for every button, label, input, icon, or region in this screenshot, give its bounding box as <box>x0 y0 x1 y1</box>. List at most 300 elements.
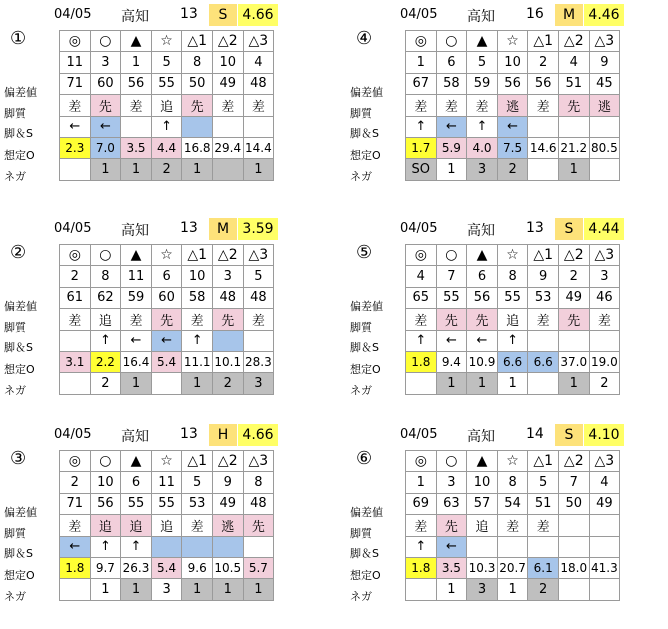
pace-arrow-cell <box>528 536 559 557</box>
deviation-cell: 55 <box>497 287 528 308</box>
mark-cell: △3 <box>243 31 274 52</box>
running-style-cell: 差 <box>182 309 213 330</box>
pace-arrow-cell <box>589 536 620 557</box>
negative-cell: 1 <box>243 159 274 180</box>
pace-arrow-cell: ← <box>436 330 467 351</box>
deviation-cell: 59 <box>121 287 152 308</box>
running-style-cell: 差 <box>528 309 559 330</box>
horse-number-cell: 6 <box>436 52 467 73</box>
race-panel <box>348 216 666 421</box>
table-row <box>60 159 274 180</box>
mark-cell: ○ <box>436 451 467 472</box>
expected-odds-cell: 29.4 <box>212 137 243 158</box>
race-type-badge: S <box>555 218 583 240</box>
negative-cell: 2 <box>589 373 620 394</box>
running-style-cell: 逃 <box>212 515 243 536</box>
negative-cell: 1 <box>436 159 467 180</box>
race-number: ① <box>10 28 27 49</box>
mark-cell: ▲ <box>121 245 152 266</box>
negative-cell: 1 <box>243 579 274 600</box>
row-label: ネガ <box>4 590 26 603</box>
table-row <box>60 95 274 116</box>
running-style-cell: 先 <box>243 515 274 536</box>
row-label: 脚質 <box>350 107 372 120</box>
runner-count: 13 <box>180 220 198 236</box>
race-score-badge: 4.10 <box>584 424 624 446</box>
table-row <box>406 137 620 158</box>
deviation-cell: 60 <box>151 287 182 308</box>
running-style-cell: 先 <box>436 515 467 536</box>
deviation-cell: 49 <box>558 287 589 308</box>
mark-cell: ◎ <box>60 451 91 472</box>
negative-cell: 3 <box>467 159 498 180</box>
row-label: 脚＆S <box>350 547 379 560</box>
expected-odds-cell: 9.4 <box>436 351 467 372</box>
race-panel <box>348 422 666 627</box>
pace-arrow-cell <box>589 116 620 137</box>
horse-number-cell: 5 <box>182 472 213 493</box>
expected-odds-cell: 14.4 <box>243 137 274 158</box>
table-row <box>60 309 274 330</box>
mark-cell: ▲ <box>467 31 498 52</box>
row-label: 偏差値 <box>4 506 37 519</box>
expected-odds-cell: 5.9 <box>436 137 467 158</box>
expected-odds-cell: 10.3 <box>467 557 498 578</box>
negative-cell: 1 <box>436 373 467 394</box>
row-label: 想定O <box>350 363 381 376</box>
negative-cell <box>212 159 243 180</box>
table-row <box>406 451 620 472</box>
running-style-cell: 追 <box>151 515 182 536</box>
negative-cell: 3 <box>467 579 498 600</box>
negative-cell: SO <box>406 159 437 180</box>
deviation-cell: 57 <box>467 493 498 514</box>
negative-cell: 3 <box>151 579 182 600</box>
negative-cell <box>406 373 437 394</box>
row-label: 偏差値 <box>4 300 37 313</box>
negative-cell <box>589 159 620 180</box>
running-style-cell: 先 <box>436 309 467 330</box>
table-row <box>406 287 620 308</box>
mark-cell: ☆ <box>151 451 182 472</box>
expected-odds-cell: 5.4 <box>151 557 182 578</box>
horse-number-cell: 1 <box>121 52 152 73</box>
negative-cell: 1 <box>182 373 213 394</box>
row-label: 想定O <box>350 149 381 162</box>
horse-number-cell: 2 <box>60 472 91 493</box>
row-label: 想定O <box>4 149 35 162</box>
race-header <box>348 424 666 446</box>
row-label: 偏差値 <box>350 86 383 99</box>
prediction-table <box>405 30 620 181</box>
mark-cell: ○ <box>436 31 467 52</box>
horse-number-cell: 8 <box>497 472 528 493</box>
row-label: 脚＆S <box>4 547 33 560</box>
running-style-cell: 差 <box>406 309 437 330</box>
table-row <box>406 116 620 137</box>
expected-odds-cell: 26.3 <box>121 557 152 578</box>
pace-arrow-cell: ↑ <box>151 116 182 137</box>
table-row <box>406 472 620 493</box>
running-style-cell: 差 <box>406 515 437 536</box>
horse-number-cell: 11 <box>151 472 182 493</box>
row-label: 脚＆S <box>4 341 33 354</box>
horse-number-cell: 3 <box>436 472 467 493</box>
expected-odds-cell: 16.4 <box>121 351 152 372</box>
negative-cell <box>589 579 620 600</box>
pace-arrow-cell <box>60 330 91 351</box>
row-label: 脚＆S <box>4 127 33 140</box>
race-date: 04/05 <box>400 427 438 442</box>
expected-odds-cell: 11.1 <box>182 351 213 372</box>
row-label: 脚質 <box>4 107 26 120</box>
table-row <box>406 95 620 116</box>
mark-cell: △1 <box>528 245 559 266</box>
pace-arrow-cell <box>212 330 243 351</box>
horse-number-cell: 1 <box>406 52 437 73</box>
deviation-cell: 51 <box>528 493 559 514</box>
mark-cell: ☆ <box>151 31 182 52</box>
track-name: 高知 <box>121 9 149 25</box>
mark-cell: ▲ <box>121 31 152 52</box>
race-number: ④ <box>356 28 373 49</box>
horse-number-cell: 2 <box>558 266 589 287</box>
pace-arrow-cell <box>467 536 498 557</box>
table-row <box>60 287 274 308</box>
table-row <box>406 266 620 287</box>
mark-cell: △3 <box>243 245 274 266</box>
running-style-cell: 追 <box>121 515 152 536</box>
expected-odds-cell: 5.7 <box>243 557 274 578</box>
expected-odds-cell: 1.8 <box>60 557 91 578</box>
table-row <box>406 330 620 351</box>
table-row <box>60 266 274 287</box>
row-label: ネガ <box>350 170 372 183</box>
race-date: 04/05 <box>400 221 438 236</box>
running-style-cell: 先 <box>212 309 243 330</box>
negative-cell: 2 <box>528 579 559 600</box>
deviation-cell: 59 <box>467 73 498 94</box>
expected-odds-cell: 7.0 <box>90 137 121 158</box>
negative-cell: 1 <box>558 373 589 394</box>
table-row <box>406 579 620 600</box>
prediction-table <box>59 450 274 601</box>
deviation-cell: 55 <box>121 493 152 514</box>
horse-number-cell: 7 <box>558 472 589 493</box>
running-style-cell: 差 <box>589 309 620 330</box>
expected-odds-cell: 41.3 <box>589 557 620 578</box>
race-header <box>2 424 320 446</box>
negative-cell <box>528 159 559 180</box>
race-type-badge: M <box>555 4 583 26</box>
running-style-cell: 差 <box>60 515 91 536</box>
deviation-cell: 48 <box>243 493 274 514</box>
deviation-cell: 58 <box>436 73 467 94</box>
deviation-cell: 67 <box>406 73 437 94</box>
deviation-cell: 58 <box>182 287 213 308</box>
race-header <box>2 4 320 26</box>
pace-arrow-cell <box>212 116 243 137</box>
negative-cell: 1 <box>558 159 589 180</box>
race-number: ⑥ <box>356 448 373 469</box>
mark-cell: ☆ <box>151 245 182 266</box>
row-label: 脚質 <box>350 527 372 540</box>
mark-cell: ▲ <box>467 451 498 472</box>
negative-cell <box>558 579 589 600</box>
expected-odds-cell: 80.5 <box>589 137 620 158</box>
running-style-cell: 先 <box>558 309 589 330</box>
running-style-cell <box>558 515 589 536</box>
mark-cell: △2 <box>212 245 243 266</box>
running-style-cell: 差 <box>182 515 213 536</box>
horse-number-cell: 5 <box>243 266 274 287</box>
prediction-table <box>405 244 620 395</box>
race-number: ③ <box>10 448 27 469</box>
table-row <box>60 451 274 472</box>
horse-number-cell: 11 <box>121 266 152 287</box>
race-type-badge: H <box>209 424 237 446</box>
table-row <box>60 52 274 73</box>
pace-arrow-cell <box>589 330 620 351</box>
deviation-cell: 56 <box>467 287 498 308</box>
mark-cell: △2 <box>212 31 243 52</box>
table-row <box>406 515 620 536</box>
prediction-table <box>59 30 274 181</box>
horse-number-cell: 4 <box>243 52 274 73</box>
running-style-cell: 差 <box>212 95 243 116</box>
pace-arrow-cell <box>151 536 182 557</box>
table-row <box>60 245 274 266</box>
expected-odds-cell: 10.5 <box>212 557 243 578</box>
horse-number-cell: 6 <box>151 266 182 287</box>
pace-arrow-cell <box>182 536 213 557</box>
mark-cell: ◎ <box>60 245 91 266</box>
table-row <box>406 493 620 514</box>
table-row <box>60 579 274 600</box>
mark-cell: △1 <box>182 245 213 266</box>
negative-cell: 1 <box>212 579 243 600</box>
horse-number-cell: 5 <box>467 52 498 73</box>
deviation-cell: 51 <box>558 73 589 94</box>
table-row <box>406 159 620 180</box>
expected-odds-cell: 2.2 <box>90 351 121 372</box>
deviation-cell: 56 <box>528 73 559 94</box>
pace-arrow-cell <box>558 536 589 557</box>
pace-arrow-cell: ← <box>60 116 91 137</box>
horse-number-cell: 8 <box>243 472 274 493</box>
race-type-badge: M <box>209 218 237 240</box>
expected-odds-cell: 16.8 <box>182 137 213 158</box>
track-name: 高知 <box>467 429 495 445</box>
expected-odds-cell: 1.8 <box>406 351 437 372</box>
track-name: 高知 <box>467 223 495 239</box>
pace-arrow-cell: ← <box>436 116 467 137</box>
table-row <box>406 557 620 578</box>
running-style-cell: 差 <box>243 95 274 116</box>
table-row <box>60 116 274 137</box>
deviation-cell: 55 <box>436 287 467 308</box>
negative-cell <box>406 579 437 600</box>
horse-number-cell: 2 <box>60 266 91 287</box>
table-row <box>60 31 274 52</box>
deviation-cell: 53 <box>182 493 213 514</box>
mark-cell: ◎ <box>60 31 91 52</box>
pace-arrow-cell: ← <box>60 536 91 557</box>
mark-cell: ◎ <box>406 451 437 472</box>
race-score-badge: 4.66 <box>238 4 278 26</box>
pace-arrow-cell: ← <box>497 116 528 137</box>
pace-arrow-cell: ↑ <box>497 330 528 351</box>
mark-cell: ▲ <box>121 451 152 472</box>
pace-arrow-cell <box>121 116 152 137</box>
running-style-cell: 差 <box>436 95 467 116</box>
deviation-cell: 65 <box>406 287 437 308</box>
race-header <box>348 218 666 240</box>
deviation-cell: 60 <box>90 73 121 94</box>
horse-number-cell: 6 <box>121 472 152 493</box>
deviation-cell: 45 <box>589 73 620 94</box>
race-score-badge: 3.59 <box>238 218 278 240</box>
pace-arrow-cell: ↑ <box>406 330 437 351</box>
track-name: 高知 <box>467 9 495 25</box>
running-style-cell: 差 <box>243 309 274 330</box>
runner-count: 14 <box>526 426 544 442</box>
pace-arrow-cell: ← <box>151 330 182 351</box>
prediction-table <box>405 450 620 601</box>
mark-cell: △3 <box>589 245 620 266</box>
deviation-cell: 49 <box>212 73 243 94</box>
pace-arrow-cell: ↑ <box>406 536 437 557</box>
race-panel <box>2 2 320 207</box>
table-row <box>406 373 620 394</box>
running-style-cell: 先 <box>558 95 589 116</box>
horse-number-cell: 6 <box>467 266 498 287</box>
horse-number-cell: 1 <box>406 472 437 493</box>
negative-cell: 1 <box>121 159 152 180</box>
negative-cell: 2 <box>497 159 528 180</box>
running-style-cell: 差 <box>60 95 91 116</box>
pace-arrow-cell: ↑ <box>90 536 121 557</box>
deviation-cell: 71 <box>60 493 91 514</box>
horse-number-cell: 11 <box>60 52 91 73</box>
expected-odds-cell: 9.6 <box>182 557 213 578</box>
expected-odds-cell: 37.0 <box>558 351 589 372</box>
deviation-cell: 53 <box>528 287 559 308</box>
mark-cell: △3 <box>589 31 620 52</box>
negative-cell: 1 <box>436 579 467 600</box>
horse-number-cell: 10 <box>212 52 243 73</box>
running-style-cell: 差 <box>406 95 437 116</box>
row-label: ネガ <box>350 590 372 603</box>
race-header <box>2 218 320 240</box>
mark-cell: △1 <box>182 451 213 472</box>
running-style-cell: 差 <box>497 515 528 536</box>
negative-cell: 2 <box>212 373 243 394</box>
horse-number-cell: 9 <box>589 52 620 73</box>
expected-odds-cell: 6.6 <box>528 351 559 372</box>
mark-cell: ◎ <box>406 245 437 266</box>
expected-odds-cell: 10.9 <box>467 351 498 372</box>
table-row <box>60 536 274 557</box>
running-style-cell: 逃 <box>589 95 620 116</box>
race-header <box>348 4 666 26</box>
mark-cell: ○ <box>90 245 121 266</box>
deviation-cell: 48 <box>212 287 243 308</box>
row-label: 脚＆S <box>350 127 379 140</box>
pace-arrow-cell <box>243 536 274 557</box>
horse-number-cell: 8 <box>90 266 121 287</box>
race-number: ⑤ <box>356 242 373 263</box>
track-name: 高知 <box>121 223 149 239</box>
table-row <box>406 245 620 266</box>
negative-cell: 1 <box>497 579 528 600</box>
pace-arrow-cell <box>558 330 589 351</box>
row-label: ネガ <box>4 384 26 397</box>
table-row <box>406 73 620 94</box>
pace-arrow-cell: ↑ <box>467 116 498 137</box>
expected-odds-cell: 9.7 <box>90 557 121 578</box>
mark-cell: ☆ <box>497 451 528 472</box>
deviation-cell: 50 <box>558 493 589 514</box>
table-row <box>406 309 620 330</box>
horse-number-cell: 8 <box>497 266 528 287</box>
expected-odds-cell: 1.8 <box>406 557 437 578</box>
negative-cell: 1 <box>497 373 528 394</box>
horse-number-cell: 5 <box>528 472 559 493</box>
expected-odds-cell: 4.0 <box>467 137 498 158</box>
horse-number-cell: 7 <box>436 266 467 287</box>
table-row <box>60 515 274 536</box>
deviation-cell: 63 <box>436 493 467 514</box>
row-label: 想定O <box>350 569 381 582</box>
expected-odds-cell: 3.1 <box>60 351 91 372</box>
negative-cell: 1 <box>121 373 152 394</box>
pace-arrow-cell <box>212 536 243 557</box>
horse-number-cell: 5 <box>151 52 182 73</box>
deviation-cell: 69 <box>406 493 437 514</box>
table-row <box>60 493 274 514</box>
race-date: 04/05 <box>54 7 92 22</box>
row-label: 脚質 <box>4 527 26 540</box>
row-label: ネガ <box>350 384 372 397</box>
table-row <box>60 472 274 493</box>
running-style-cell: 先 <box>182 95 213 116</box>
expected-odds-cell: 19.0 <box>589 351 620 372</box>
deviation-cell: 48 <box>243 73 274 94</box>
row-label: 脚＆S <box>350 341 379 354</box>
expected-odds-cell: 28.3 <box>243 351 274 372</box>
expected-odds-cell: 1.7 <box>406 137 437 158</box>
negative-cell: 1 <box>182 159 213 180</box>
prediction-table <box>59 244 274 395</box>
deviation-cell: 49 <box>212 493 243 514</box>
running-style-cell: 差 <box>467 95 498 116</box>
pace-arrow-cell <box>243 330 274 351</box>
running-style-cell: 逃 <box>497 95 528 116</box>
negative-cell: 3 <box>243 373 274 394</box>
row-label: 偏差値 <box>350 506 383 519</box>
negative-cell: 1 <box>90 159 121 180</box>
table-row <box>406 52 620 73</box>
expected-odds-cell: 6.6 <box>497 351 528 372</box>
deviation-cell: 50 <box>182 73 213 94</box>
running-style-cell: 先 <box>467 309 498 330</box>
mark-cell: △3 <box>589 451 620 472</box>
race-panel <box>2 422 320 627</box>
expected-odds-cell: 20.7 <box>497 557 528 578</box>
runner-count: 13 <box>526 220 544 236</box>
negative-cell: 2 <box>151 159 182 180</box>
